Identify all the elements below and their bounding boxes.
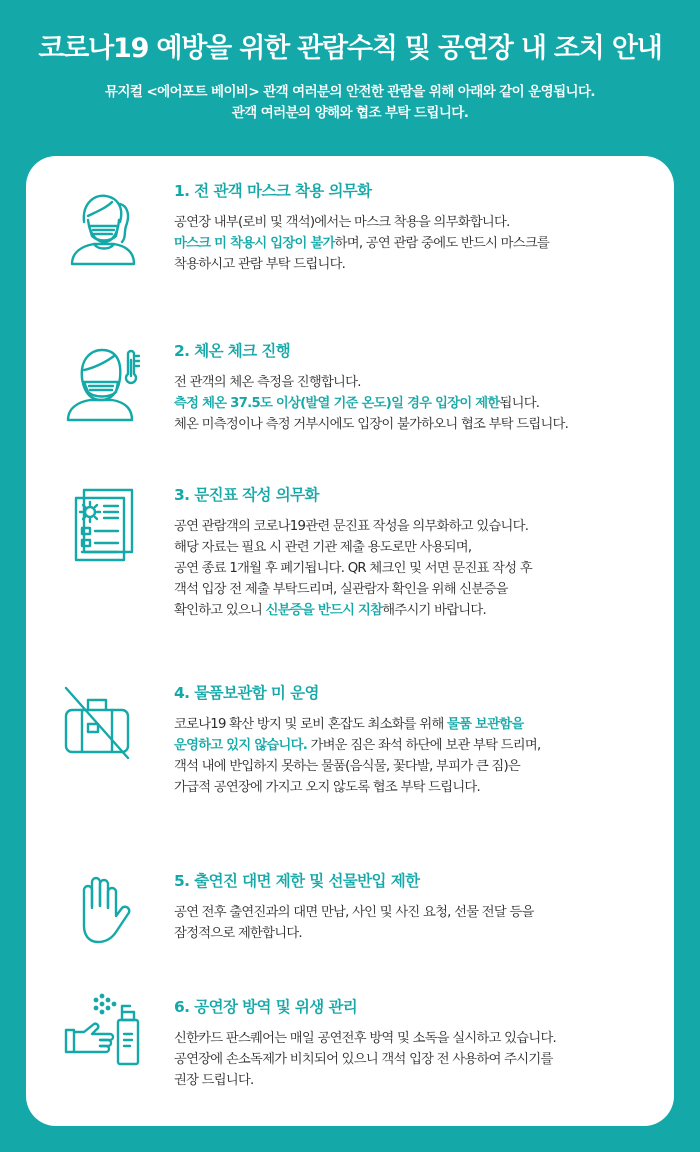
- rule-line: 공연장 내부(로비 및 객석)에서는 마스크 착용을 의무화합니다.: [174, 215, 510, 230]
- highlight-text: 신분증을 반드시 지참: [265, 603, 383, 618]
- rule-line-text: 코로나19 확산 방지 및 로비 혼잡도 최소화를 위해: [174, 717, 448, 732]
- rule-line: 공연장에 손소독제가 비치되어 있으니 객석 입장 전 사용하여 주시기를: [174, 1052, 553, 1067]
- highlight-text: 물품 보관함을: [447, 717, 524, 732]
- hand-sanitizer-icon: [62, 990, 142, 1070]
- rule-line-text: 하며, 공연 관람 중에도 반드시 마스크를: [334, 236, 550, 251]
- rule-line-text: 해주시기 바랍니다.: [382, 603, 486, 618]
- intro-line: 관객 여러분의 양해와 협조 부탁 드립니다.: [231, 105, 469, 121]
- rule-title: 1. 전 관객 마스크 착용 의무화: [174, 182, 372, 200]
- rule-line: 잠정적으로 제한합니다.: [174, 926, 302, 941]
- rule-line: 공연 전후 출연진과의 대면 만남, 사인 및 사진 요청, 선물 전달 등을: [174, 905, 534, 920]
- rule-line: 가급적 공연장에 가지고 오지 않도록 협조 부탁 드립니다.: [174, 780, 480, 795]
- rule-line: [174, 600, 654, 621]
- highlight-text: 측정 체온 37.5도 이상(발열 기준 온도)일 경우 입장이 제한: [174, 396, 500, 411]
- rule-line: 공연 종료 1개월 후 폐기됩니다. QR 체크인 및 서면 문진표 작성 후: [174, 561, 532, 576]
- rule-line: 착용하시고 관람 부탁 드립니다.: [174, 257, 346, 272]
- rule-title: 4. 물품보관함 미 운영: [174, 684, 319, 702]
- rule-text: [174, 996, 654, 1091]
- rule-title: 5. 출연진 대면 제한 및 선물반입 제한: [174, 872, 420, 890]
- thermometer-person-icon: [62, 342, 142, 422]
- rule-text: [174, 340, 654, 435]
- rule-line-text: 가벼운 짐은 좌석 하단에 보관 부탁 드리며,: [307, 738, 541, 753]
- rule-title: 6. 공연장 방역 및 위생 관리: [174, 998, 358, 1016]
- questionnaire-icon: [62, 486, 142, 566]
- rule-text: [174, 180, 654, 275]
- rule-line: [174, 393, 654, 414]
- rule-line: 객석 내에 반입하지 못하는 물품(음식물, 꽃다발, 부피가 큰 짐)은: [174, 759, 521, 774]
- rule-line: 전 관객의 체온 측정을 진행합니다.: [174, 375, 361, 390]
- intro-line: 뮤지컬 <에어포트 베이비> 관객 여러분의 안전한 관람을 위해 아래와 같이 운영됩니다.: [105, 84, 595, 100]
- intro-text: [0, 82, 700, 124]
- rule-line: 해당 자료는 필요 시 관련 기관 제출 용도로만 사용되며,: [174, 540, 472, 555]
- rule-line: 신한카드 판스퀘어는 매일 공연전후 방역 및 소독을 실시하고 있습니다.: [174, 1031, 557, 1046]
- highlight-text: 운영하고 있지 않습니다.: [174, 738, 308, 753]
- rules-card: [26, 156, 674, 1126]
- rule-line: 객석 입장 전 제출 부탁드리며, 실관람자 확인을 위해 신분증을: [174, 582, 508, 597]
- rule-line: 체온 미측정이나 측정 거부시에도 입장이 불가하오니 협조 부탁 드립니다.: [174, 417, 569, 432]
- rule-line: 권장 드립니다.: [174, 1073, 254, 1088]
- stop-hand-icon: [62, 870, 142, 950]
- no-luggage-icon: [62, 684, 142, 764]
- rule-line: [174, 714, 654, 735]
- rule-line: [174, 735, 654, 756]
- rule-line: [174, 233, 654, 254]
- rule-line-text: 됩니다.: [499, 396, 540, 411]
- page-title: 코로나19 예방을 위한 관람수칙 및 공연장 내 조치 안내: [38, 33, 662, 64]
- rule-title: 2. 체온 체크 진행: [174, 342, 291, 360]
- mask-woman-icon: [62, 186, 142, 266]
- header: [0, 0, 700, 124]
- rule-text: [174, 682, 654, 798]
- rule-title: 3. 문진표 작성 의무화: [174, 486, 319, 504]
- rule-line: 공연 관람객의 코로나19관련 문진표 작성을 의무화하고 있습니다.: [174, 519, 529, 534]
- rule-text: [174, 870, 654, 944]
- highlight-text: 마스크 미 착용시 입장이 불가: [174, 236, 335, 251]
- rule-text: [174, 484, 654, 621]
- rule-line-text: 확인하고 있으니: [174, 603, 266, 618]
